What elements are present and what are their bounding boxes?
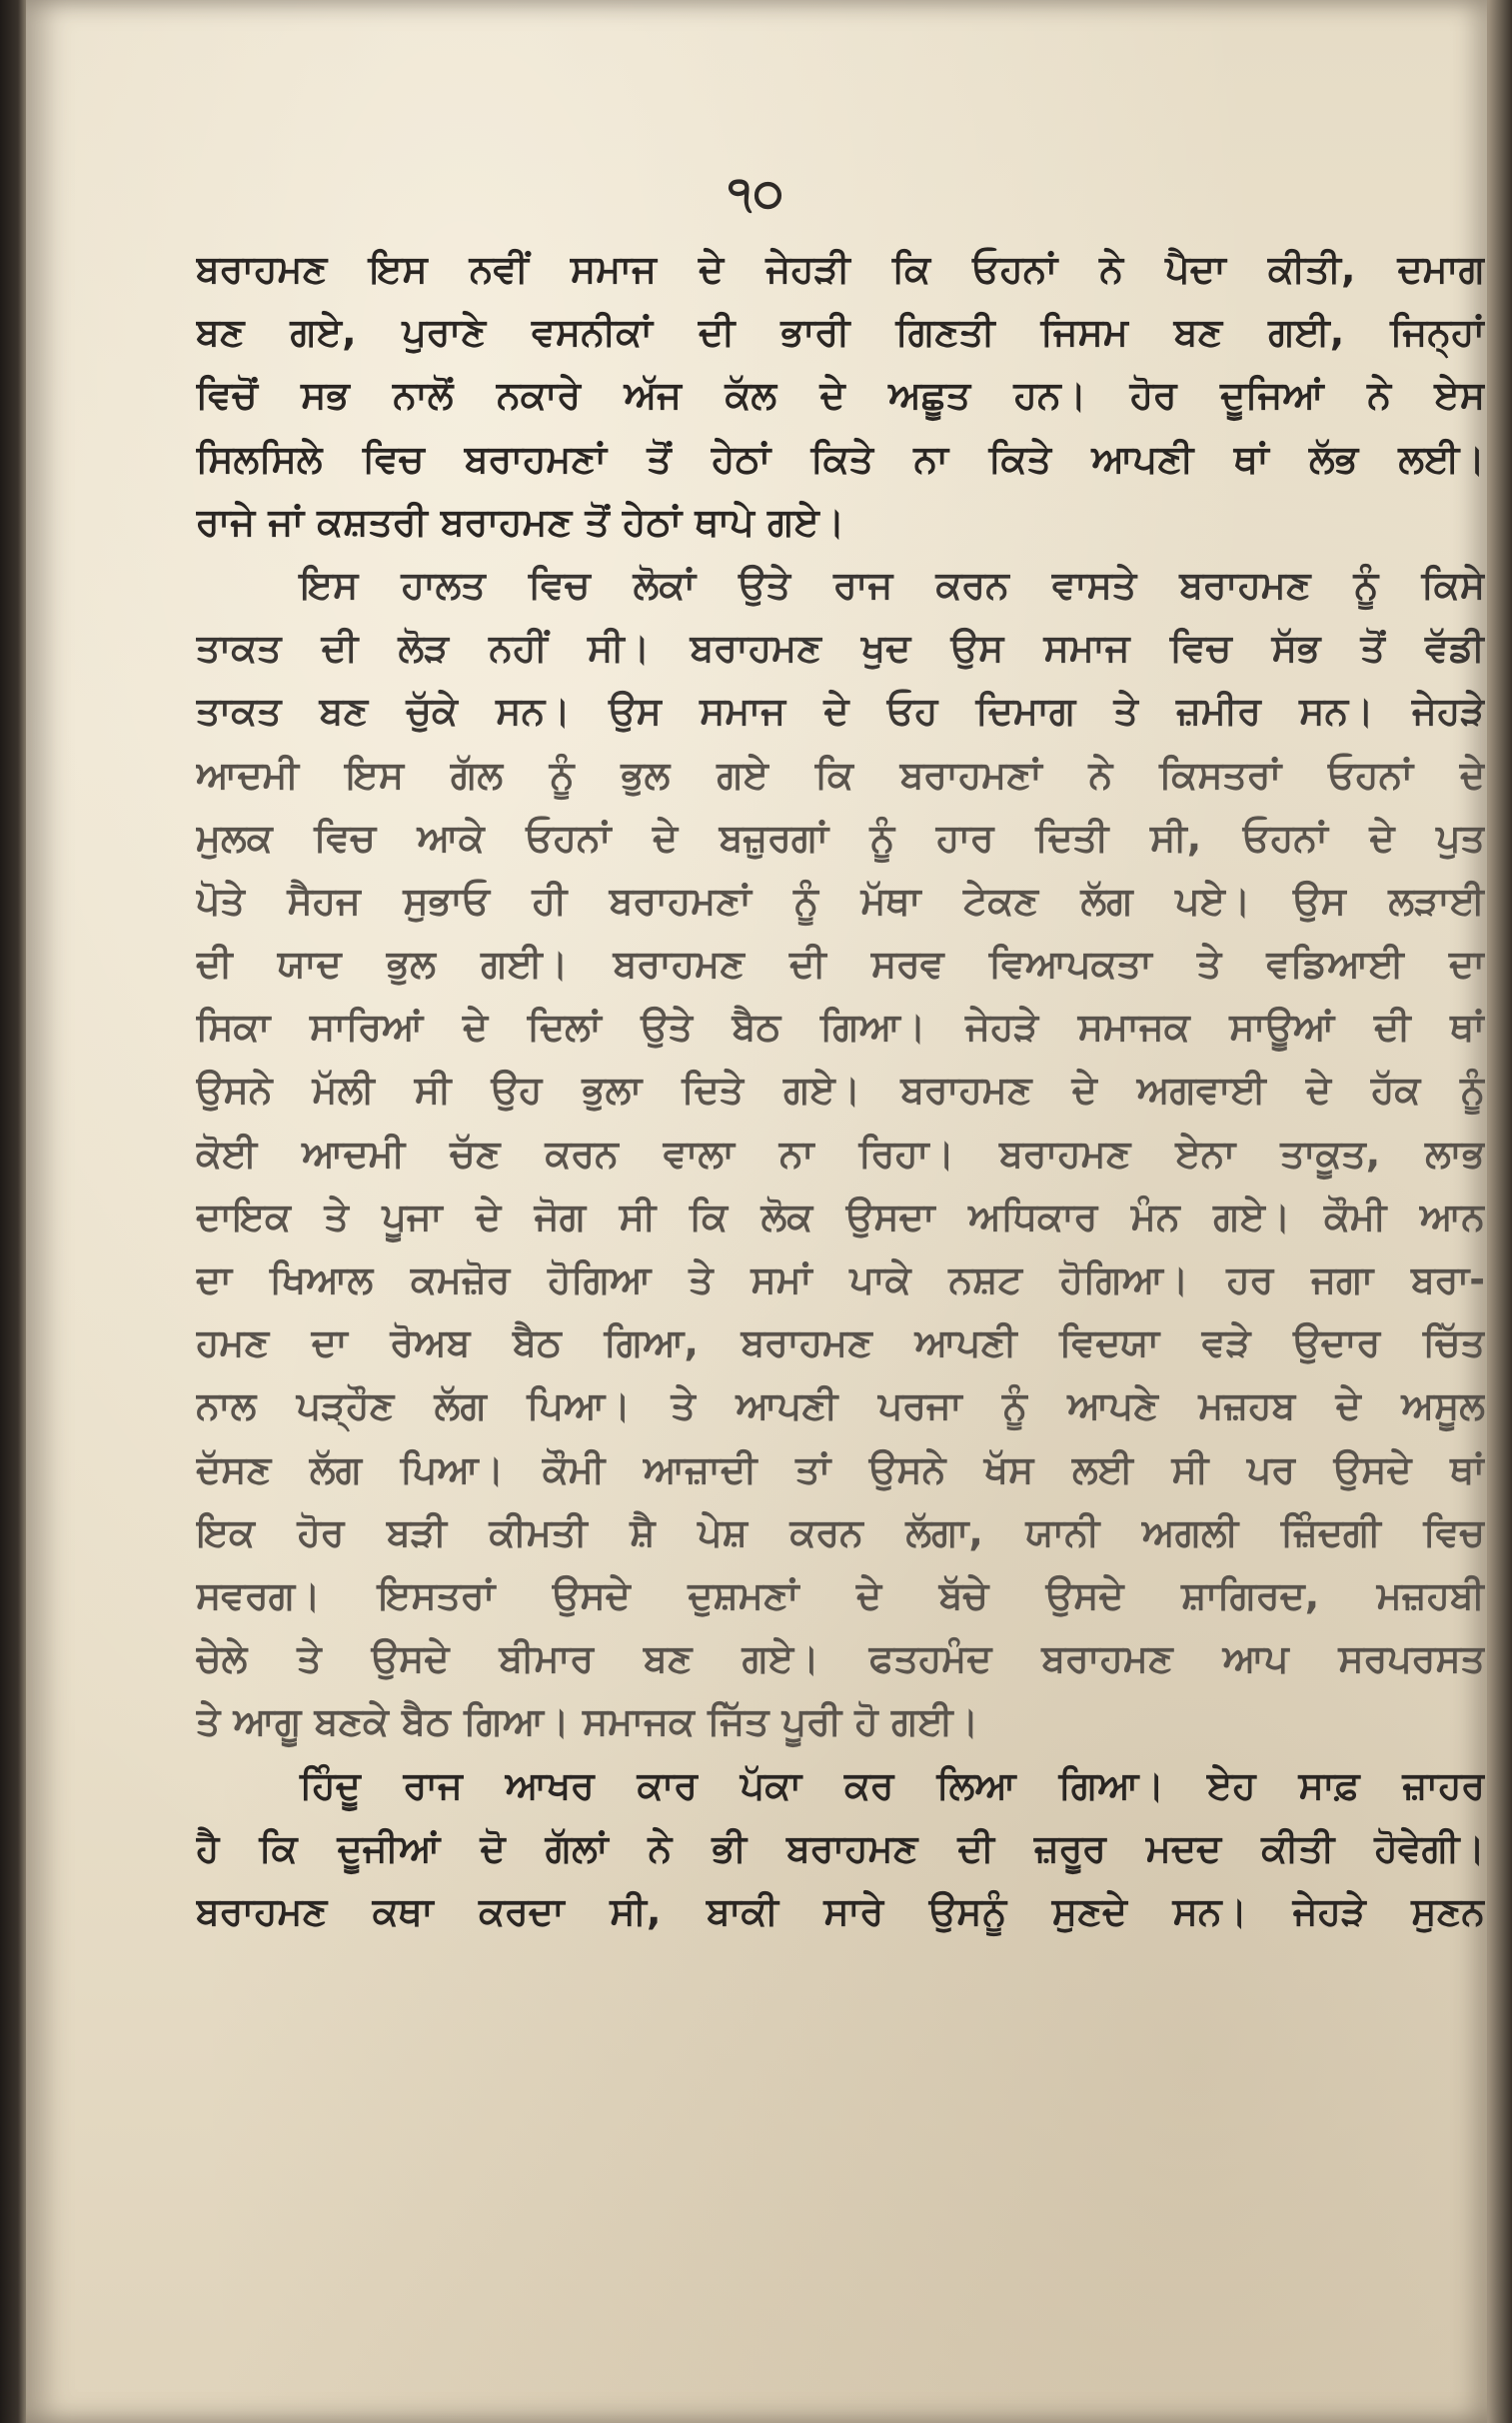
page-number: ੧੦ (728, 168, 785, 219)
text-line: ਪੋਤੇ ਸੈਹਜ ਸੁਭਾਓ ਹੀ ਬਰਾਹਮਣਾਂ ਨੂੰ ਮੱਥਾ ਟੇਕਣ ਲੱਗ ਪਏ। ਉਸ ਲੜਾਈ (196, 878, 1485, 923)
text-line: ਦੀ ਯਾਦ ਭੁਲ ਗਈ। ਬਰਾਹਮਣ ਦੀ ਸਰਵ ਵਿਆਪਕਤਾ ਤੇ ਵਡਿਆਈ ਦਾ (196, 942, 1485, 987)
text-line: ਬਣ ਗਏ, ਪੁਰਾਣੇ ਵਸਨੀਕਾਂ ਦੀ ਭਾਰੀ ਗਿਣਤੀ ਜਿਸਮ ਬਣ ਗਈ, ਜਿਨ੍ਹਾਂ (196, 310, 1485, 355)
text-line: ਮੁਲਕ ਵਿਚ ਆਕੇ ਓਹਨਾਂ ਦੇ ਬਜ਼ੁਰਗਾਂ ਨੂੰ ਹਾਰ ਦਿਤੀ ਸੀ, ਓਹਨਾਂ ਦੇ ਪੁਤ (196, 815, 1485, 860)
text-line: ਰਾਜੇ ਜਾਂ ਕਸ਼ਤਰੀ ਬਰਾਹਮਣ ਤੋਂ ਹੇਠਾਂ ਥਾਪੇ ਗਏ। (196, 499, 845, 544)
text-line: ਤੇ ਆਗੂ ਬਣਕੇ ਬੈਠ ਗਿਆ। ਸਮਾਜਕ ਜਿੱਤ ਪੂਰੀ ਹੋ ਗਈ। (196, 1699, 979, 1744)
text-line: ਤਾਕਤ ਬਣ ਚੁੱਕੇ ਸਨ। ਉਸ ਸਮਾਜ ਦੇ ਓਹ ਦਿਮਾਗ ਤੇ ਜ਼ਮੀਰ ਸਨ। ਜੇਹੜੇ (196, 689, 1485, 734)
text-line: ਹੈ ਕਿ ਦੂਜੀਆਂ ਦੋ ਗੱਲਾਂ ਨੇ ਭੀ ਬਰਾਹਮਣ ਦੀ ਜ਼ਰੂਰ ਮਦਦ ਕੀਤੀ ਹੋਵੇਗੀ। (196, 1825, 1485, 1870)
text-line: ਸਿਕਾ ਸਾਰਿਆਂ ਦੇ ਦਿਲਾਂ ਉਤੇ ਬੈਠ ਗਿਆ। ਜੇਹੜੇ ਸਮਾਜਕ ਸਾਊਆਂ ਦੀ ਥਾਂ (196, 1005, 1485, 1050)
text-line: ਆਦਮੀ ਇਸ ਗੱਲ ਨੂੰ ਭੁਲ ਗਏ ਕਿ ਬਰਾਹਮਣਾਂ ਨੇ ਕਿਸਤਰਾਂ ਓਹਨਾਂ ਦੇ (196, 752, 1485, 797)
text-line: ਦਾ ਖਿਆਲ ਕਮਜ਼ੋਰ ਹੋਗਿਆ ਤੇ ਸਮਾਂ ਪਾਕੇ ਨਸ਼ਟ ਹੋਗਿਆ। ਹਰ ਜਗਾ ਬਰਾ- (196, 1257, 1485, 1301)
text-line: ਸਵਰਗ। ਇਸਤਰਾਂ ਉਸਦੇ ਦੁਸ਼ਮਣਾਂ ਦੇ ਬੱਚੇ ਉਸਦੇ ਸ਼ਾਗਿਰਦ, ਮਜ਼ਹਬੀ (196, 1572, 1485, 1617)
text-line: ਦੱਸਣ ਲੱਗ ਪਿਆ। ਕੌਮੀ ਆਜ਼ਾਦੀ ਤਾਂ ਉਸਨੇ ਖੱਸ ਲਈ ਸੀ ਪਰ ਉਸਦੇ ਥਾਂ (196, 1446, 1485, 1491)
text-line: ਕੋਈ ਆਦਮੀ ਚੱਣ ਕਰਨ ਵਾਲਾ ਨਾ ਰਿਹਾ। ਬਰਾਹਮਣ ਏਨਾ ਤਾਕੂਤ, ਲਾਭ (196, 1131, 1485, 1176)
text-line: ਚੇਲੇ ਤੇ ਉਸਦੇ ਬੀਮਾਰ ਬਣ ਗਏ। ਫਤਹਮੰਦ ਬਰਾਹਮਣ ਆਪ ਸਰਪਰਸਤ (196, 1636, 1485, 1681)
text-line: ਵਿਚੋਂ ਸਭ ਨਾਲੋਂ ਨਕਾਰੇ ਅੱਜ ਕੱਲ ਦੇ ਅਛੂਤ ਹਨ। ਹੋਰ ਦੂਜਿਆਂ ਨੇ ਏਸ (196, 373, 1485, 418)
text-line: ਉਸਨੇ ਮੱਲੀ ਸੀ ਉਹ ਭੁਲਾ ਦਿਤੇ ਗਏ। ਬਰਾਹਮਣ ਦੇ ਅਗਵਾਈ ਦੇ ਹੱਕ ਨੂੰ (196, 1068, 1485, 1113)
text-line: ਹਿੰਦੂ ਰਾਜ ਆਖਰ ਕਾਰ ਪੱਕਾ ਕਰ ਲਿਆ ਗਿਆ। ਏਹ ਸਾਫ਼ ਜ਼ਾਹਰ (300, 1762, 1485, 1807)
text-line: ਦਾਇਕ ਤੇ ਪੂਜਾ ਦੇ ਜੋਗ ਸੀ ਕਿ ਲੋਕ ਉਸਦਾ ਅਧਿਕਾਰ ਮੰਨ ਗਏ। ਕੌਮੀ ਆਨ (196, 1194, 1485, 1238)
text-line: ਤਾਕਤ ਦੀ ਲੋੜ ਨਹੀਂ ਸੀ। ਬਰਾਹਮਣ ਖੁਦ ਉਸ ਸਮਾਜ ਵਿਚ ਸੱਭ ਤੋਂ ਵੱਡੀ (196, 626, 1485, 671)
text-line: ਹਮਣ ਦਾ ਰੋਅਬ ਬੈਠ ਗਿਆ, ਬਰਾਹਮਣ ਆਪਣੀ ਵਿਦਯਾ ਵੜੇ ਉਦਾਰ ਚਿੱਤ (196, 1320, 1485, 1365)
book-page (26, 0, 1487, 2423)
text-line: ਨਾਲ ਪੜ੍ਹੌਣ ਲੱਗ ਪਿਆ। ਤੇ ਆਪਣੀ ਪਰਜਾ ਨੂੰ ਆਪਣੇ ਮਜ਼ਹਬ ਦੇ ਅਸੂਲ (196, 1383, 1485, 1428)
text-line: ਬਰਾਹਮਣ ਕਥਾ ਕਰਦਾ ਸੀ, ਬਾਕੀ ਸਾਰੇ ਉਸਨੂੰ ਸੁਣਦੇ ਸਨ। ਜੇਹੜੇ ਸੁਣਨ (196, 1888, 1485, 1933)
text-line: ਇਸ ਹਾਲਤ ਵਿਚ ਲੋਕਾਂ ਉਤੇ ਰਾਜ ਕਰਨ ਵਾਸਤੇ ਬਰਾਹਮਣ ਨੂੰ ਕਿਸੇ (300, 562, 1485, 607)
text-line: ਇਕ ਹੋਰ ਬੜੀ ਕੀਮਤੀ ਸ਼ੈ ਪੇਸ਼ ਕਰਨ ਲੱਗਾ, ਯਾਨੀ ਅਗਲੀ ਜ਼ਿੰਦਗੀ ਵਿਚ (196, 1509, 1485, 1554)
text-line: ਸਿਲਸਿਲੇ ਵਿਚ ਬਰਾਹਮਣਾਂ ਤੋਂ ਹੇਠਾਂ ਕਿਤੇ ਨਾ ਕਿਤੇ ਆਪਣੀ ਥਾਂ ਲੱਭ ਲਈ। (196, 436, 1485, 481)
text-line: ਬਰਾਹਮਣ ਇਸ ਨਵੀਂ ਸਮਾਜ ਦੇ ਜੇਹੜੀ ਕਿ ਓਹਨਾਂ ਨੇ ਪੈਦਾ ਕੀਤੀ, ਦਮਾਗ (196, 247, 1485, 291)
body-text (196, 238, 1485, 1943)
